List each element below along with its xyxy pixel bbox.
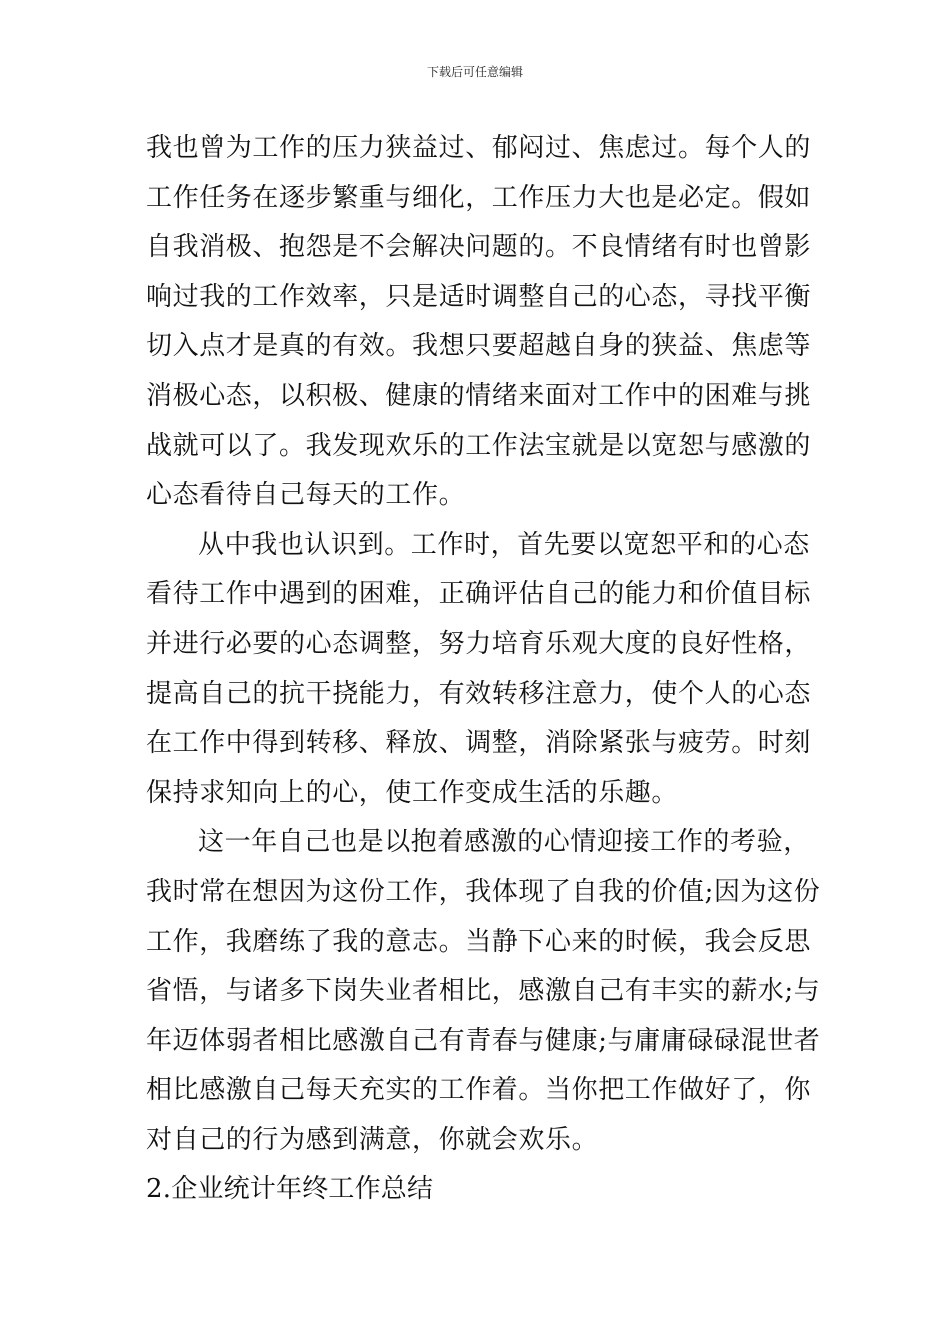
text-line: 切入点才是真的有效。我想只要超越自身的狭益、焦虑等: [146, 331, 812, 362]
text-line: 在工作中得到转移、释放、调整，消除紧张与疲劳。时刻: [146, 728, 812, 759]
document-body: [146, 124, 821, 1215]
text-line: 提高自己的抗干挠能力，有效转移注意力，使个人的心态: [146, 678, 812, 709]
section-heading: 2.企业统计年终工作总结: [146, 1174, 434, 1205]
text-line: 并进行必要的心态调整，努力培育乐观大度的良好性格，: [146, 628, 812, 659]
text-line: 自我消极、抱怨是不会解决问题的。不良情绪有时也曾影: [146, 232, 812, 263]
text-line: 对自己的行为感到满意，你就会欢乐。: [146, 1124, 599, 1155]
header-note: 下载后可任意编辑: [426, 65, 523, 79]
text-line: 年迈体弱者相比感激自己有青春与健康;与庸庸碌碌混世者: [146, 1025, 821, 1056]
text-line: 心态看待自己每天的工作。: [146, 480, 466, 511]
text-line: 战就可以了。我发现欢乐的工作法宝就是以宽恕与感激的: [146, 430, 812, 461]
text-line: 省悟，与诸多下岗失业者相比，感激自己有丰实的薪水;与: [146, 976, 821, 1007]
text-line: 我也曾为工作的压力狭益过、郁闷过、焦虑过。每个人的: [146, 133, 812, 163]
text-line: 看待工作中遇到的困难，正确评估自己的能力和价值目标: [146, 579, 812, 610]
text-line: 响过我的工作效率，只是适时调整自己的心态，寻找平衡: [146, 281, 812, 312]
text-line: 保持求知向上的心，使工作变成生活的乐趣。: [146, 777, 679, 808]
text-line: 消极心态，以积极、健康的情绪来面对工作中的困难与挑: [146, 380, 812, 411]
text-line: 工作，我磨练了我的意志。当静下心来的时候，我会反思: [146, 926, 812, 957]
paragraph-start-line: 这一年自己也是以抱着感激的心情迎接工作的考验，: [198, 827, 810, 858]
text-line: 相比感激自己每天充实的工作着。当你把工作做好了，你: [146, 1075, 812, 1106]
text-line: 我时常在想因为这份工作，我体现了自我的价值;因为这份: [146, 876, 821, 907]
paragraph-start-line: 从中我也认识到。工作时，首先要以宽恕平和的心态: [198, 529, 810, 560]
text-line: 工作任务在逐步繁重与细化，工作压力大也是必定。假如: [146, 182, 812, 213]
